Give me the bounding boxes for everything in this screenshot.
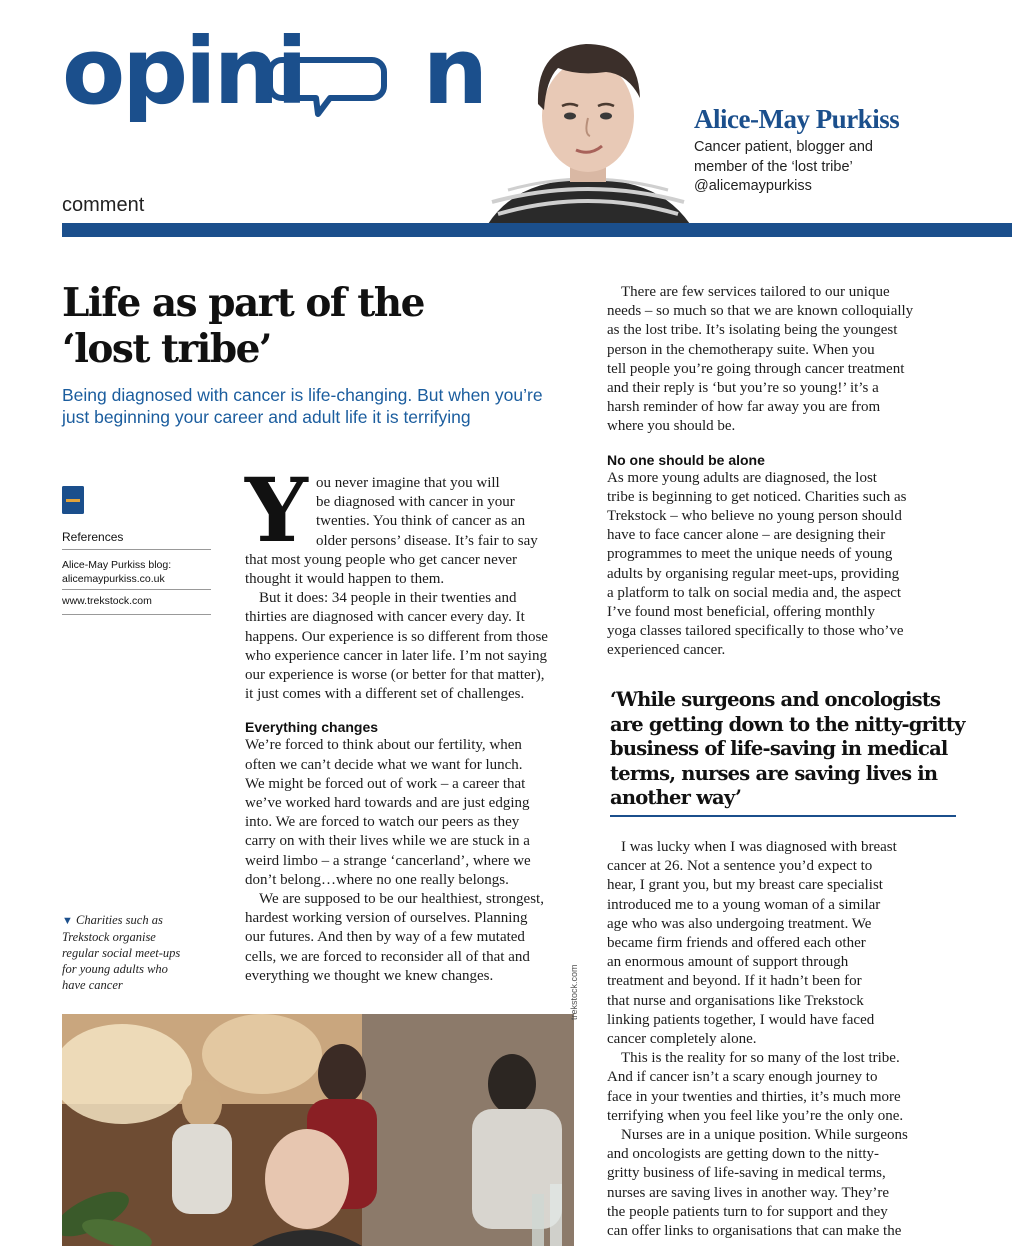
divider xyxy=(62,549,211,550)
standfirst-line: Being diagnosed with cancer is life-changing. But when you’re xyxy=(62,385,543,405)
standfirst-line: just beginning your career and adult life it is terrifying xyxy=(62,407,471,427)
body-line: carry on with their lives while we are stuck in a xyxy=(245,833,530,850)
body-line: age who was also undergoing treatment. We xyxy=(607,915,872,932)
body-column-right-lower xyxy=(607,838,957,1241)
pull-quote-line: ‘While surgeons and oncologists xyxy=(610,688,941,711)
body-line: needs – so much so that we are known colloquially xyxy=(607,303,914,320)
caption-line: have cancer xyxy=(62,978,123,992)
pull-quote-line: terms, nurses are saving lives in xyxy=(610,761,938,785)
references-title: References xyxy=(62,530,124,544)
body-line: I’ve found most beneficial, offering monthly xyxy=(607,604,875,621)
body-line: Nurses are in a unique position. While surgeons xyxy=(621,1127,908,1144)
reference-item xyxy=(62,558,171,586)
book-icon xyxy=(62,486,84,514)
body-line: often we can’t decide what we want for lunch. xyxy=(245,756,523,773)
photo-credit: trekstock.com xyxy=(569,964,579,1020)
body-line: treatment and beyond. If it hadn’t been for xyxy=(607,973,862,990)
body-line: And if cancer isn’t a scary enough journey to xyxy=(607,1069,878,1086)
body-line: I was lucky when I was diagnosed with breast xyxy=(621,839,897,855)
reference-item xyxy=(62,594,152,608)
author-bio-line: member of the ‘lost tribe’ xyxy=(694,158,853,175)
body-column-right xyxy=(607,283,957,661)
body-line: into. We are forced to watch our peers as they xyxy=(245,814,520,831)
subheading: No one should be alone xyxy=(607,451,765,468)
pull-quote-line: are getting down to the nitty-gritty xyxy=(610,712,965,736)
body-line: There are few services tailored to our unique xyxy=(621,284,890,300)
body-column-middle xyxy=(245,474,590,986)
body-line: happens. Our experience is so different from those xyxy=(245,628,548,645)
drop-cap: Y xyxy=(245,458,308,562)
body-line: But it does: 34 people in their twenties and xyxy=(259,590,517,607)
author-name: Alice-May Purkiss xyxy=(694,104,900,134)
reference-link[interactable]: www.trekstock.com xyxy=(62,595,152,607)
body-line: an enormous amount of support through xyxy=(607,954,849,971)
reference-label: Alice-May Purkiss blog: xyxy=(62,559,172,571)
body-line: harsh reminder of how far away you are from xyxy=(607,399,881,416)
body-line: ou never imagine that you will xyxy=(316,475,500,491)
body-line: gritty business of life-saving in medical terms, xyxy=(607,1165,886,1182)
body-line: hear, I grant you, but my breast care specialist xyxy=(607,877,883,894)
body-line: adults by organising regular meet-ups, providing xyxy=(607,565,900,582)
section-label: comment xyxy=(62,194,145,216)
body-line: be diagnosed with cancer in your xyxy=(316,494,515,511)
body-line: the people patients turn to for support and they xyxy=(607,1203,888,1220)
pull-quote-line: another way’ xyxy=(610,786,742,809)
body-line: our futures. And then by way of a few mutated xyxy=(245,929,525,946)
body-line: We might be forced out of work – a career that xyxy=(245,775,526,792)
opinion-logo: opini n xyxy=(62,18,486,125)
body-line: tribe is beginning to get noticed. Charities such as xyxy=(607,488,907,505)
body-line: who experience cancer in later life. I’m not saying xyxy=(245,647,547,664)
body-line: that most young people who get cancer never xyxy=(245,551,517,568)
body-line: tell people you’re going through cancer treatment xyxy=(607,360,905,377)
body-line: everything we thought we knew changes. xyxy=(245,967,494,984)
body-line: weird limbo – a strange ‘cancerland’, where we xyxy=(245,852,531,869)
author-handle: @alicemaypurkiss xyxy=(694,178,812,194)
body-line: We’re forced to think about our fertility, when xyxy=(245,737,522,754)
body-line: nurses are saving lives in another way. They’re xyxy=(607,1184,889,1201)
body-line: This is the reality for so many of the lost tribe. xyxy=(621,1050,900,1067)
pull-quote xyxy=(610,688,965,811)
chevron-down-icon: ▼ xyxy=(62,915,73,927)
body-line: our experience is worse (or better for that matter), xyxy=(245,667,545,684)
body-line: it just comes with a different set of challenges. xyxy=(245,686,525,703)
body-line: cancer at 26. Not a sentence you’d expect to xyxy=(607,858,873,875)
body-line: hardest working version of ourselves. Planning xyxy=(245,910,528,927)
speech-bubble-icon xyxy=(268,56,388,118)
caption-line: Trekstock organise xyxy=(62,930,156,944)
body-line: We are supposed to be our healthiest, strongest, xyxy=(259,891,544,908)
divider xyxy=(62,614,211,615)
body-line: that nurse and organisations like Trekstock xyxy=(607,992,864,1009)
body-line: experienced cancer. xyxy=(607,642,726,659)
body-line: where you should be. xyxy=(607,418,736,435)
author-bio xyxy=(694,138,964,197)
body-line: a platform to talk on social media and, the aspect xyxy=(607,584,902,601)
caption-line: for young adults who xyxy=(62,962,168,976)
event-photo xyxy=(62,1014,574,1246)
body-line: twenties. You think of cancer as an xyxy=(316,513,526,530)
body-line: have to face cancer alone – are designing their xyxy=(607,527,886,544)
reference-link[interactable]: alicemaypurkiss.co.uk xyxy=(62,573,165,585)
pull-quote-line: business of life-saving in medical xyxy=(610,737,948,760)
body-line: can offer links to organisations that can make the xyxy=(607,1223,902,1240)
author-portrait xyxy=(478,18,698,228)
divider xyxy=(62,589,211,590)
headline-line: ‘lost tribe’ xyxy=(62,326,271,372)
standfirst xyxy=(62,384,582,428)
body-line: face in your twenties and thirties, it’s much more xyxy=(607,1088,901,1105)
body-line: Trekstock – who believe no young person should xyxy=(607,508,902,525)
body-line: and oncologists are getting down to the nitty- xyxy=(607,1146,880,1163)
caption-line: Charities such as xyxy=(76,913,163,927)
headline-line: Life as part of the xyxy=(62,280,424,326)
body-line: thirties are diagnosed with cancer every day. It xyxy=(245,609,525,626)
author-bio-line: Cancer patient, blogger and xyxy=(694,139,873,155)
body-line: As more young adults are diagnosed, the lost xyxy=(607,469,877,486)
body-line: terrifying when you feel like you’re the only one. xyxy=(607,1107,904,1124)
header-rule xyxy=(62,223,1012,237)
body-line: became firm friends and offered each other xyxy=(607,935,866,952)
caption-line: regular social meet-ups xyxy=(62,946,181,960)
subheading: Everything changes xyxy=(245,719,379,736)
body-line: programmes to meet the unique needs of young xyxy=(607,546,893,563)
body-line: cancer completely alone. xyxy=(607,1031,757,1048)
body-line: older persons’ disease. It’s fair to say xyxy=(316,532,538,549)
photo-caption xyxy=(62,912,212,993)
body-line: linking patients together, I would have faced xyxy=(607,1011,875,1028)
body-line: we’ve worked hard towards and are just edging xyxy=(245,795,530,812)
body-line: don’t belong…where no one really belongs. xyxy=(245,871,509,888)
body-line: thought it would happen to them. xyxy=(245,571,445,588)
body-line: as the lost tribe. It’s isolating being the youngest xyxy=(607,322,898,339)
article-headline xyxy=(62,280,532,372)
body-line: cells, we are forced to reconsider all of that and xyxy=(245,948,530,965)
body-line: and their reply is ‘but you’re so young!’ it’s a xyxy=(607,380,879,397)
pull-quote-rule xyxy=(610,815,956,817)
body-line: yoga classes tailored specifically to those who’ve xyxy=(607,623,904,640)
body-line: person in the chemotherapy suite. When you xyxy=(607,341,875,358)
body-line: introduced me to a young woman of a similar xyxy=(607,896,881,913)
